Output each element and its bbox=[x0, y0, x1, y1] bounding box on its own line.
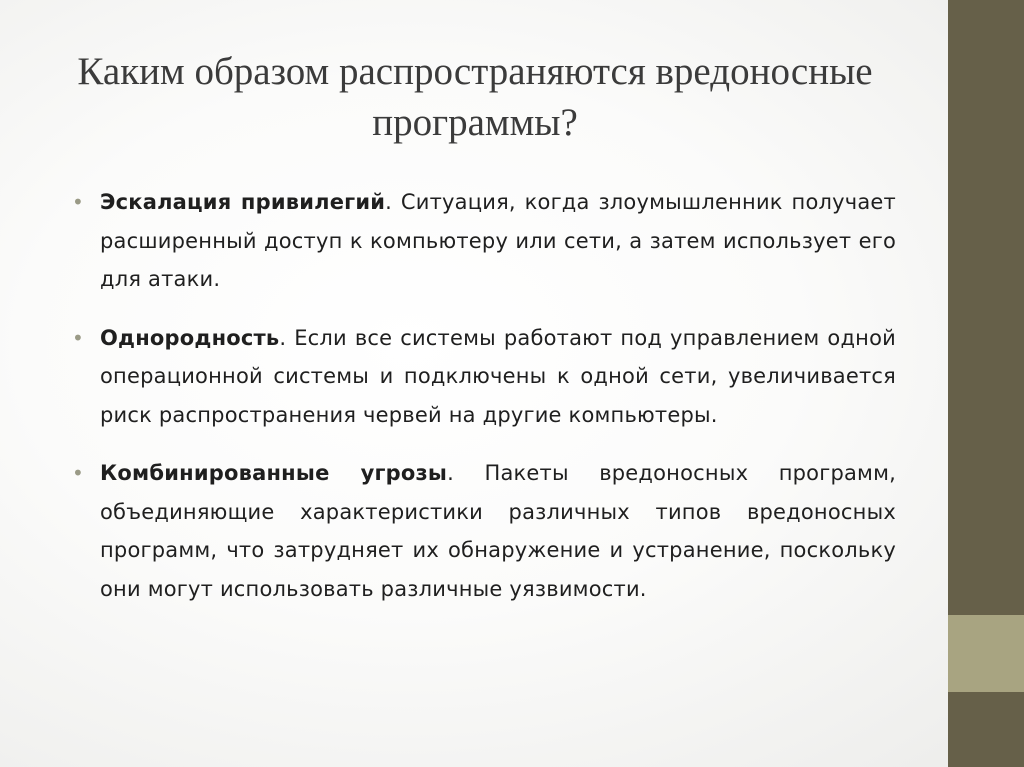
sidebar-accent-block bbox=[948, 615, 1024, 692]
bullet-marker: • bbox=[72, 325, 84, 350]
bullet-item-blended-threats bbox=[70, 454, 896, 608]
bullet-marker: • bbox=[72, 461, 84, 485]
bullet-item-homogeneity bbox=[70, 319, 896, 435]
bullet-item-privilege-escalation bbox=[70, 183, 896, 299]
bullet-term: Однородность bbox=[100, 325, 280, 350]
bullet-list bbox=[70, 183, 896, 608]
bullet-text: . Пакеты вредоносных программ, объединяющие характеристики различных типов вредоносных программ, что затрудняет их обнаружение и устранение, поскольку они могут использовать различные уязвимости. bbox=[100, 461, 896, 601]
bullet-term: Комбинированные угрозы bbox=[100, 461, 448, 485]
slide-title: Каким образом распространяются вредоносные программы? bbox=[77, 50, 873, 144]
bullet-term: Эскалация привилегий bbox=[100, 190, 386, 214]
bullet-text: . Если все системы работают под управлением одной операционной системы и подключены к одной сети, увеличивается риск распространения червей на другие компьютеры. bbox=[100, 325, 896, 427]
bullet-text: . Ситуация, когда злоумышленник получает расширенный доступ к компьютеру или сети, а затем использует его для атаки. bbox=[100, 190, 896, 291]
bullet-marker: • bbox=[72, 190, 84, 214]
